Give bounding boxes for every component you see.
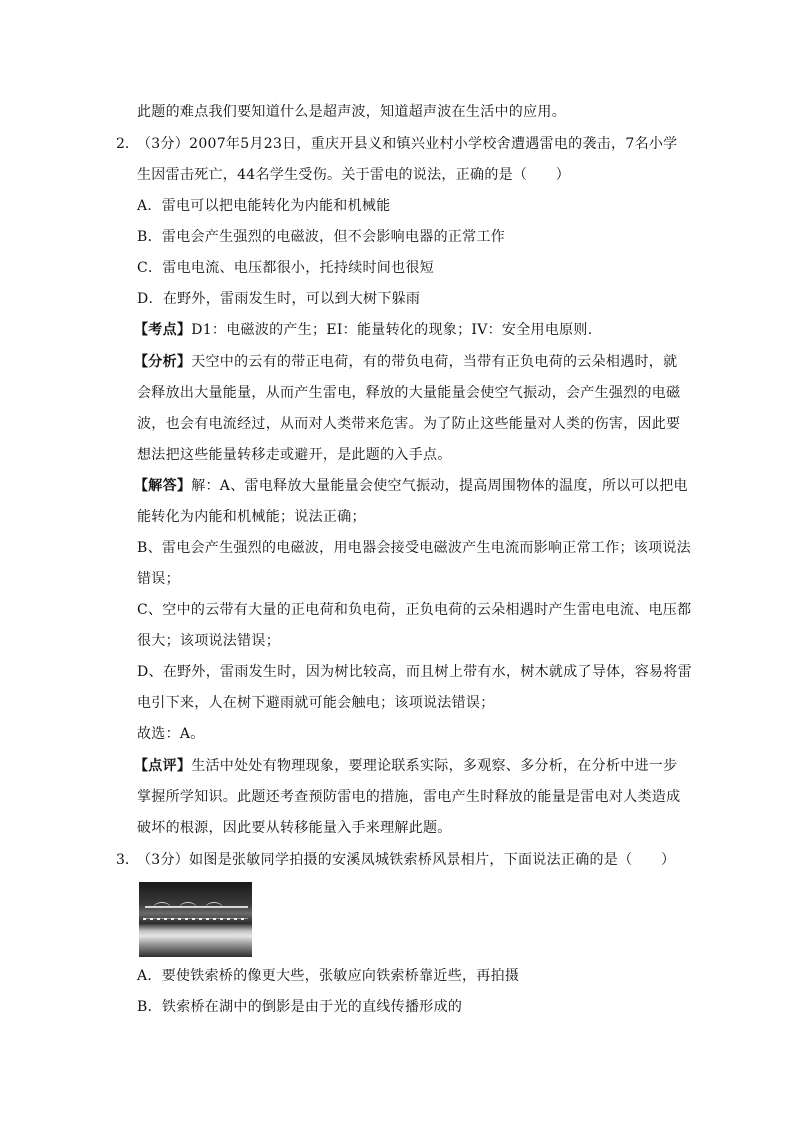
q2-dianping-line-3: 破坏的根源，因此要从转移能量入手来理解此题。 bbox=[137, 820, 452, 836]
q2-stem-line-1: （3分）2007年5月23日，重庆开县义和镇兴业村小学校舍遭遇雷电的袭击，7名小学 bbox=[137, 136, 678, 152]
q2-dianping-line-2: 掌握所学知识。此题还考查预防雷电的措施，雷电产生时释放的能量是雷电对人类造成 bbox=[137, 789, 681, 805]
q2-option-b: B．雷电会产生强烈的电磁波，但不会影响电器的正常工作 bbox=[137, 229, 506, 245]
q2-stem-line-2: 生因雷击死亡，44名学生受伤。关于雷电的说法，正确的是（ ） bbox=[137, 167, 571, 183]
q3-option-a: A．要使铁索桥的像更大些，张敏应向铁索桥靠近些，再拍摄 bbox=[137, 968, 520, 984]
q2-jieda-line-5: C、空中的云带有大量的正电荷和负电荷，正负电荷的云朵相遇时产生雷电电流、电压都 bbox=[137, 602, 692, 618]
q2-jieda-line-3: B、雷电会产生强烈的电磁波，用电器会接受电磁波产生电流而影响正常工作；该项说法 bbox=[137, 540, 691, 556]
q2-number: 2． bbox=[116, 136, 139, 152]
q2-jieda-line-4: 错误； bbox=[137, 571, 180, 587]
bridge-photo bbox=[139, 882, 252, 957]
kaodian-text: D1：电磁波的产生；EI：能量转化的现象；IV：安全用电原则. bbox=[191, 322, 593, 338]
photo-stamp bbox=[234, 933, 246, 937]
dianping-text-1: 生活中处处有物理现象，要理论联系实际，多观察、多分析，在分析中进一步 bbox=[191, 758, 678, 774]
jieda-tag: 【解答】 bbox=[134, 478, 192, 494]
jieda-text-1: 解：A、雷电释放大量能量会使空气振动，提高周围物体的温度，所以可以把电 bbox=[191, 478, 688, 494]
q2-jieda-line-1 bbox=[134, 476, 694, 496]
q2-fenxi-line-4: 想法把这些能量转移走或避开，是此题的入手点。 bbox=[137, 447, 452, 463]
fenxi-text-1: 天空中的云有的带正电荷，有的带负电荷，当带有正负电荷的云朵相遇时，就 bbox=[191, 354, 678, 370]
q2-jieda-line-2: 能转化为内能和机械能；说法正确； bbox=[137, 509, 366, 525]
q3-option-b: B．铁索桥在湖中的倒影是由于光的直线传播形成的 bbox=[137, 999, 463, 1015]
q2-fenxi-line-3: 波，也会有电流经过，从而对人类带来危害。为了防止这些能量对人类的伤害，因此要 bbox=[137, 416, 681, 432]
fenxi-tag: 【分析】 bbox=[134, 354, 192, 370]
bridge-lights bbox=[143, 918, 248, 920]
bridge-arch bbox=[153, 902, 171, 915]
q2-option-a: A．雷电可以把电能转化为内能和机械能 bbox=[137, 198, 391, 214]
q2-jieda-line-7: D、在野外，雷雨发生时，因为树比较高，而且树上带有水，树木就成了导体，容易将雷 bbox=[137, 664, 692, 680]
q2-fenxi-line-2: 会释放出大量能量，从而产生雷电，释放的大量能量会使空气振动，会产生强烈的电磁 bbox=[137, 385, 681, 401]
q2-option-d: D．在野外，雷雨发生时，可以到大树下躲雨 bbox=[137, 291, 421, 307]
q2-jieda-line-8: 电引下来，人在树下避雨就可能会触电；该项说法错误； bbox=[137, 695, 495, 711]
q2-jieda-line-6: 很大；该项说法错误； bbox=[137, 633, 280, 649]
bridge-arch bbox=[179, 902, 197, 915]
dianping-tag: 【点评】 bbox=[134, 758, 192, 774]
q1-explanation-tail: 此题的难点我们要知道什么是超声波，知道超声波在生活中的应用。 bbox=[137, 104, 566, 120]
q2-jieda-line-9: 故选：A。 bbox=[137, 726, 205, 742]
q2-fenxi-line-1 bbox=[134, 352, 694, 372]
q2-dianping-line-1 bbox=[134, 756, 694, 776]
bridge-arch bbox=[205, 902, 223, 915]
kaodian-tag: 【考点】 bbox=[134, 322, 192, 338]
q2-option-c: C．雷电电流、电压都很小，托持续时间也很短 bbox=[137, 260, 435, 276]
q3-stem: （3分）如图是张敏同学拍摄的安溪凤城铁索桥风景相片，下面说法正确的是（ ） bbox=[137, 852, 676, 868]
q3-number: 3． bbox=[116, 852, 139, 868]
q2-kaodian bbox=[134, 320, 694, 340]
